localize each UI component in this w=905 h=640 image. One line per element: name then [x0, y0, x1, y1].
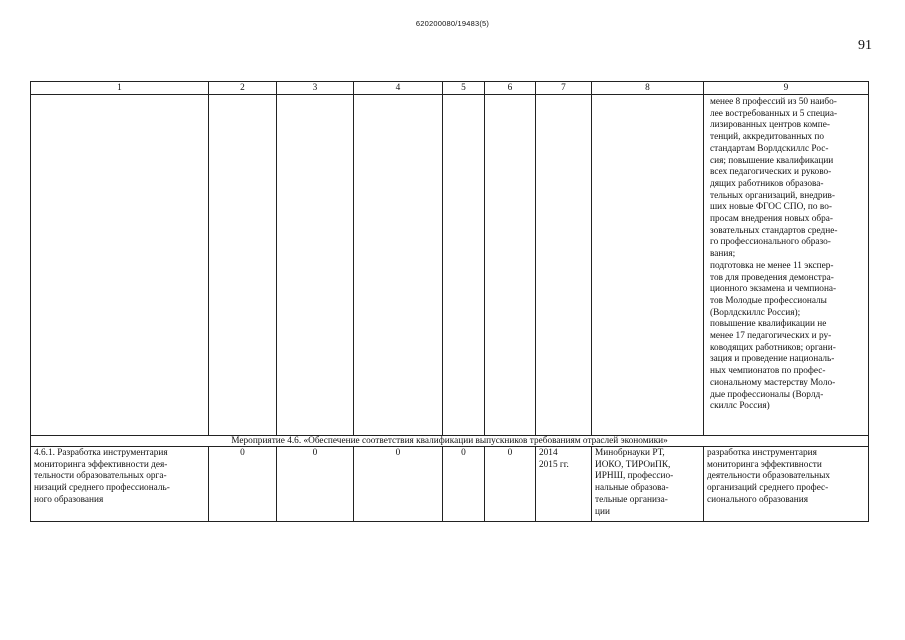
text-line: 2015 гг.: [539, 459, 569, 470]
column-header: 6: [485, 82, 536, 95]
text-line: дящих работников образова-: [710, 178, 824, 189]
text-line: разработка инструментария: [707, 448, 817, 458]
text-line: лизированных центров компе-: [710, 120, 830, 131]
text-line: деятельности образовательных: [707, 471, 831, 482]
text-line: ИОКО, ТИРОиПК,: [595, 459, 671, 470]
table-cell: [277, 95, 354, 436]
table-cell: [354, 95, 443, 436]
column-header: 4: [354, 82, 443, 95]
text-line: организаций среднего профес-: [707, 483, 829, 494]
measure-title: Мероприятие 4.6. «Обеспечение соответствия квалификации выпускников требованиям отраслей экономики»: [31, 436, 869, 447]
text-line: тельности образовательных орга-: [34, 471, 167, 482]
text-line: тов Молодые профессионалы: [710, 295, 827, 306]
column-header: 8: [592, 82, 704, 95]
text-line: стандартам Ворлдскиллс Рос-: [710, 143, 829, 154]
column-header: 2: [209, 82, 277, 95]
text-line: тов для проведения демонстра-: [710, 272, 834, 283]
column-number-row: [31, 82, 869, 95]
text-line: мониторинга эффективности: [707, 459, 822, 470]
text-line: тельных организаций, внедрив-: [710, 190, 836, 201]
text-line: (Ворлдскиллс Россия);: [710, 307, 801, 318]
text-line: просам внедрения новых обра-: [710, 214, 833, 225]
text-line: ных чемпионатов по профес-: [710, 366, 826, 377]
text-line: вания;: [710, 249, 736, 260]
text-line: менее 8 профессий из 50 наибо-: [710, 97, 837, 107]
text-line: мониторинга эффективности дея-: [34, 459, 168, 470]
text-line: подготовка не менее 11 экспер-: [710, 260, 834, 271]
text-line: ционного экзамена и чемпиона-: [710, 284, 837, 295]
continuation-row: [31, 95, 869, 436]
text-line: низаций среднего профессиональ-: [34, 483, 170, 494]
table-cell: [31, 95, 209, 436]
text-line: нальные образова-: [595, 483, 669, 494]
text-line: скиллс Россия): [710, 401, 770, 412]
text-line: ИРНШ, профессио-: [595, 471, 674, 482]
text-line: зовательных стандартов средне-: [710, 225, 838, 236]
funding-cell: 0: [443, 447, 485, 522]
text-line: сия; повышение квалификации: [710, 155, 834, 166]
years-cell: [536, 447, 592, 522]
text-line: тельные организа-: [595, 494, 668, 505]
text-line: дые профессионалы (Ворлд-: [710, 389, 824, 400]
column-header: 5: [443, 82, 485, 95]
text-line: всех педагогических и руково-: [710, 167, 832, 178]
page-number: 91: [858, 38, 872, 53]
column-header: 3: [277, 82, 354, 95]
text-line: зация и проведение националь-: [710, 354, 835, 365]
table-cell: [536, 95, 592, 436]
funding-cell: 0: [277, 447, 354, 522]
text-line: ного образования: [34, 494, 104, 505]
text-line: тенций, аккредитованных по: [710, 132, 825, 143]
table-cell: [592, 95, 704, 436]
activity-row: [31, 447, 869, 522]
text-line: менее 17 педагогических и ру-: [710, 331, 832, 342]
table-cell: [485, 95, 536, 436]
executors-cell: [592, 447, 704, 522]
activity-name: [31, 447, 209, 522]
text-line: сиональному мастерству Моло-: [710, 377, 836, 388]
text-line: ции: [595, 506, 610, 517]
text-line: сионального образования: [707, 494, 809, 505]
table-cell: [209, 95, 277, 436]
column-header: 1: [31, 82, 209, 95]
column-header: 7: [536, 82, 592, 95]
funding-cell: 0: [485, 447, 536, 522]
result-cell: [704, 447, 869, 522]
program-table: [30, 81, 869, 522]
table-cell: [443, 95, 485, 436]
document-id: 620200080/19483(5): [415, 19, 490, 28]
text-line: Минобрнауки РТ,: [595, 448, 665, 458]
measure-row: [31, 436, 869, 447]
text-line: го профессионального образо-: [710, 237, 831, 248]
text-line: лее востребованных и 5 специа-: [710, 108, 838, 119]
text-line: повышение квалификации не: [710, 319, 827, 330]
text-line: ших новые ФГОС СПО, по во-: [710, 202, 832, 213]
funding-cell: 0: [209, 447, 277, 522]
text-line: ководящих работников; органи-: [710, 342, 836, 353]
text-line: 2014: [539, 448, 558, 458]
text-line: 4.6.1. Разработка инструментария: [34, 448, 168, 458]
funding-cell: 0: [354, 447, 443, 522]
expected-results-cell: [704, 95, 869, 436]
column-header: 9: [704, 82, 869, 95]
